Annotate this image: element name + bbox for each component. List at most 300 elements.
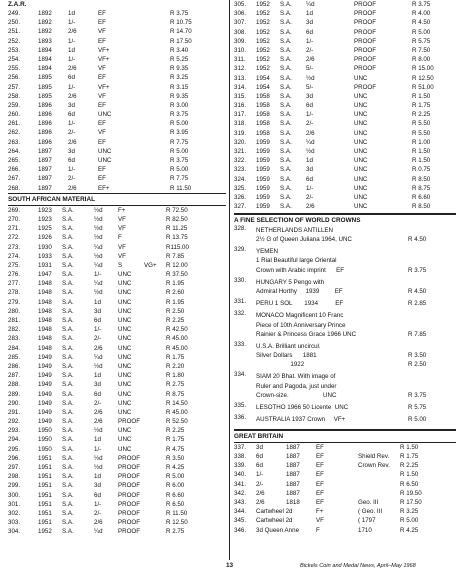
table-row: [8, 243, 226, 252]
table-cell: 1d: [68, 10, 75, 17]
table-cell: R 2.75: [166, 381, 185, 389]
table-cell: 1d: [94, 298, 101, 306]
table-cell: 1/-: [68, 19, 76, 27]
table-cell: [358, 489, 400, 498]
table-cell: 263.: [8, 138, 21, 146]
table-cell: 1897: [38, 147, 52, 155]
table-cell: 298.: [8, 473, 21, 481]
table-cell: 3d: [94, 381, 101, 389]
crown-description: [256, 278, 408, 296]
table-cell: PROOF: [118, 500, 141, 508]
table-cell: UNC: [354, 157, 368, 165]
table-cell: VF: [98, 92, 106, 100]
table-cell: 2/-: [94, 509, 102, 517]
table-cell: 268.: [8, 184, 21, 192]
table-cell: 6d: [68, 111, 75, 119]
table-cell: [328, 18, 354, 27]
table-row: [8, 83, 226, 92]
table-row: [8, 37, 226, 46]
table-cell: [328, 92, 354, 101]
table-row: [234, 489, 456, 498]
table-cell: PROOF: [354, 28, 377, 36]
table-cell: UNC: [118, 390, 132, 398]
table-cell: 1951: [38, 473, 52, 481]
table-row: [8, 426, 226, 435]
table-row: [8, 500, 226, 509]
table-cell: 1959: [256, 157, 270, 165]
table-row: [234, 138, 456, 147]
table-cell: 1948: [38, 344, 52, 352]
table-cell: [328, 101, 354, 110]
table-cell: 296.: [8, 454, 21, 462]
table-cell: [144, 334, 166, 343]
table-cell: EF: [316, 443, 324, 451]
table-cell: 301.: [8, 500, 21, 508]
table-cell: UNC: [98, 111, 112, 119]
crown-item: [234, 299, 456, 308]
table-row: [8, 261, 226, 270]
table-cell: R 3.00: [170, 101, 189, 109]
table-cell: 1949: [38, 353, 52, 361]
table-cell: R 4.25: [166, 464, 185, 471]
table-cell: S.A.: [62, 362, 74, 370]
table-cell: 1949: [38, 408, 52, 416]
table-cell: [328, 37, 354, 46]
crown-prices: [408, 278, 448, 296]
table-cell: ¼d: [94, 280, 103, 288]
table-cell: ¼d: [94, 353, 103, 361]
table-cell: [144, 206, 166, 215]
table-cell: S.A.: [62, 243, 74, 251]
table-cell: S.A.: [280, 203, 292, 211]
table-cell: 1949: [38, 418, 52, 426]
table-cell: 343.: [234, 499, 247, 506]
table-cell: S.A.: [62, 482, 74, 490]
table-cell: 282.: [8, 326, 21, 334]
table-cell: EF: [98, 120, 106, 128]
table-cell: 2/6: [68, 65, 77, 73]
table-cell: [338, 461, 358, 470]
table-cell: 1/-: [68, 120, 76, 128]
table-cell: 318.: [234, 120, 247, 128]
table-cell: 1887: [286, 453, 300, 461]
table-cell: [328, 0, 354, 9]
table-cell: R 5.00: [170, 147, 189, 155]
table-cell: 291.: [8, 408, 21, 416]
table-cell: UNC: [118, 427, 132, 435]
table-cell: R 19.50: [400, 489, 422, 497]
table-cell: 1/-: [306, 37, 314, 45]
table-cell: UNC: [98, 157, 112, 164]
table-cell: [144, 270, 166, 279]
gb-table: [234, 443, 456, 535]
table-cell: 1952: [256, 28, 270, 36]
table-cell: ½d: [306, 74, 315, 82]
table-cell: R 2.25: [412, 111, 431, 119]
table-row: [234, 452, 456, 461]
table-cell: ¼d: [306, 1, 315, 8]
table-cell: 3d: [306, 19, 313, 27]
table-row: [8, 288, 226, 297]
table-cell: Geo. III: [358, 499, 379, 506]
table-cell: 1896: [38, 111, 52, 119]
table-cell: 1951: [38, 482, 52, 490]
table-cell: 319.: [234, 129, 247, 137]
table-cell: R115.00: [166, 243, 189, 251]
table-cell: 6d: [256, 462, 263, 470]
crown-line: Admiral Horthy 1939 EF: [256, 287, 343, 295]
table-cell: S.A.: [280, 1, 292, 8]
table-cell: PROOF: [118, 464, 141, 471]
table-cell: ½d: [306, 148, 315, 155]
table-cell: 1951: [38, 454, 52, 462]
table-cell: 1d: [94, 473, 101, 481]
table-cell: VF: [316, 517, 324, 525]
table-cell: 258.: [8, 92, 21, 100]
crown-line: HUNGARY 5 Pengo with: [256, 278, 325, 286]
section-rule: [234, 213, 456, 215]
table-cell: 260.: [8, 111, 21, 119]
table-cell: 287.: [8, 372, 21, 380]
table-cell: 1/-: [256, 471, 264, 479]
table-cell: 2/6: [68, 92, 77, 100]
table-cell: 262.: [8, 129, 21, 137]
table-cell: UNC: [354, 129, 368, 137]
table-cell: 1959: [256, 203, 270, 211]
table-cell: 1959: [256, 184, 270, 192]
table-cell: [144, 371, 166, 380]
table-cell: S.A.: [62, 436, 74, 444]
table-row: [234, 461, 456, 470]
crown-price: R 5.00: [408, 416, 427, 424]
crown-price: [408, 321, 448, 330]
table-cell: [144, 390, 166, 399]
table-cell: 1d: [68, 46, 75, 54]
table-cell: 252.: [8, 37, 21, 45]
table-cell: R 6.50: [166, 500, 185, 508]
table-cell: S.A.: [62, 509, 74, 517]
table-cell: 295.: [8, 445, 21, 453]
crown-prices: [408, 226, 448, 244]
table-cell: 265.: [8, 157, 21, 164]
table-cell: VF: [118, 243, 126, 251]
table-cell: PROOF: [354, 46, 377, 54]
crown-line: 2½ G of Queen Juliana 1964, UNC: [256, 236, 352, 243]
table-cell: UNC: [354, 193, 368, 201]
table-cell: UNC: [354, 102, 368, 110]
table-cell: R 2.20: [166, 362, 185, 370]
table-cell: R 5.00: [166, 473, 185, 481]
table-cell: 6d: [306, 102, 313, 110]
crown-price: R 7.85: [408, 330, 427, 338]
table-cell: S.A.: [62, 399, 74, 407]
table-cell: S.A.: [280, 157, 292, 165]
table-cell: [328, 129, 354, 138]
table-cell: 320.: [234, 138, 247, 146]
table-cell: [144, 325, 166, 334]
table-cell: UNC: [354, 175, 368, 183]
crown-number: 333.: [234, 340, 247, 348]
crown-line: AUSTRALIA 1937 Crown VF+: [256, 416, 346, 424]
table-cell: 256.: [8, 74, 21, 82]
table-cell: EF: [98, 166, 106, 174]
table-cell: S.A.: [280, 37, 292, 45]
table-cell: 1d: [306, 157, 313, 165]
table-cell: 250.: [8, 19, 21, 27]
crown-price: R 4.50: [408, 236, 427, 243]
crown-line: Crown with Arabic imprint EF: [256, 266, 345, 274]
table-cell: 1950: [38, 445, 52, 453]
table-row: [234, 0, 456, 9]
table-cell: 307.: [234, 19, 247, 27]
table-cell: S.A.: [280, 74, 292, 82]
table-row: [234, 516, 456, 525]
table-cell: 273.: [8, 243, 21, 251]
table-cell: 2/6: [306, 56, 315, 64]
table-cell: 1948: [38, 307, 52, 315]
table-cell: R 3.75: [170, 111, 189, 119]
table-row: [234, 28, 456, 37]
crown-prices: [408, 415, 448, 424]
table-cell: S.A.: [62, 215, 74, 223]
table-cell: [144, 509, 166, 518]
crown-price: R 3.75: [408, 266, 427, 274]
crown-description: [256, 299, 408, 308]
table-cell: UNC: [118, 399, 132, 407]
table-cell: UNC: [118, 307, 132, 315]
table-cell: ( 1797: [358, 517, 376, 525]
table-cell: S.A.: [62, 271, 74, 279]
table-cell: 1954: [256, 74, 270, 82]
page-footer: [0, 561, 462, 571]
table-cell: R 11.50: [166, 509, 188, 517]
crown-price: R 4.50: [408, 287, 427, 295]
table-cell: 297.: [8, 464, 21, 471]
table-cell: S.A.: [280, 129, 292, 137]
table-cell: 6d: [256, 453, 263, 461]
table-cell: [328, 64, 354, 73]
table-cell: UNC: [118, 271, 132, 279]
zar-title: Z.A.R.: [8, 1, 27, 8]
table-cell: 276.: [8, 271, 21, 279]
crown-description: [256, 415, 408, 424]
table-cell: R 2.25: [166, 427, 185, 435]
table-row: [234, 507, 456, 516]
table-cell: R 1.80: [166, 372, 185, 380]
table-cell: UNC: [354, 203, 368, 211]
crown-line: Crown-size. UNC: [256, 391, 337, 399]
table-cell: 6d: [306, 28, 313, 36]
table-cell: [328, 156, 354, 165]
table-cell: 305.: [234, 1, 247, 8]
table-row: [8, 491, 226, 500]
table-cell: R 4.00: [412, 10, 431, 18]
table-cell: 284.: [8, 344, 21, 352]
table-row: [234, 55, 456, 64]
table-row: [234, 202, 456, 211]
table-cell: 288.: [8, 381, 21, 389]
table-cell: 1949: [38, 381, 52, 389]
table-cell: [144, 454, 166, 463]
table-cell: R 7.85: [166, 252, 185, 260]
table-cell: 277.: [8, 280, 21, 288]
table-cell: [286, 526, 316, 535]
table-cell: PROOF: [354, 65, 377, 73]
table-cell: R 11.50: [170, 184, 192, 192]
table-cell: S.A.: [280, 56, 292, 64]
table-cell: 1895: [38, 74, 52, 82]
table-row: [8, 371, 226, 380]
table-cell: R 8.75: [166, 390, 185, 398]
table-cell: 325.: [234, 184, 247, 192]
table-cell: S.A.: [280, 92, 292, 100]
table-cell: R 4.75: [166, 445, 185, 453]
crown-line: SIAM 20 Bhat. With image of: [256, 373, 336, 381]
gb-title: GREAT BRITAIN: [234, 432, 284, 440]
table-cell: S.A.: [62, 344, 74, 352]
table-cell: [286, 516, 316, 525]
table-cell: ¼d: [94, 528, 103, 536]
table-cell: [338, 498, 358, 507]
table-cell: 310.: [234, 46, 247, 54]
table-cell: S.A.: [62, 252, 74, 260]
table-cell: S.A.: [280, 120, 292, 128]
table-cell: [144, 472, 166, 481]
table-cell: 340.: [234, 471, 247, 479]
table-cell: S.A.: [280, 28, 292, 36]
table-row: [8, 27, 226, 36]
table-cell: 2/6: [306, 203, 315, 211]
crown-description: [256, 403, 408, 412]
table-cell: 2/-: [306, 46, 314, 54]
table-cell: 323.: [234, 166, 247, 174]
table-cell: R 6.60: [166, 491, 185, 499]
crown-description: [256, 372, 408, 400]
table-cell: 1/-: [68, 166, 76, 174]
table-cell: 1952: [256, 19, 270, 27]
crown-price: [408, 226, 448, 235]
table-cell: Cartwheel 2d: [256, 508, 293, 516]
table-cell: [358, 443, 400, 452]
table-cell: R 7.50: [412, 46, 431, 54]
table-cell: S.A.: [62, 280, 74, 288]
left-column: [8, 0, 226, 537]
table-row: [8, 46, 226, 55]
table-cell: 322.: [234, 157, 247, 165]
table-cell: UNC: [118, 353, 132, 361]
table-cell: 1950: [38, 436, 52, 444]
table-row: [8, 73, 226, 82]
table-cell: R 9.35: [170, 65, 189, 73]
table-cell: 1897: [38, 175, 52, 183]
table-cell: 292.: [8, 418, 21, 426]
table-cell: S.A.: [62, 225, 74, 233]
table-cell: R 9.35: [170, 92, 189, 100]
table-row: [8, 353, 226, 362]
table-cell: [338, 452, 358, 461]
table-cell: ½d: [94, 252, 103, 260]
table-cell: 1896: [38, 138, 52, 146]
table-row: [8, 325, 226, 334]
zar-table: [8, 9, 226, 193]
table-row: [8, 527, 226, 536]
table-cell: 5/-: [306, 83, 314, 91]
table-cell: S.A.: [62, 317, 74, 324]
table-cell: [144, 491, 166, 500]
table-cell: R 7.75: [170, 175, 189, 183]
table-cell: 1892: [38, 28, 52, 36]
table-row: [234, 184, 456, 193]
table-row: [8, 147, 226, 156]
table-cell: [338, 489, 358, 498]
table-cell: 2/6: [68, 184, 77, 192]
table-cell: UNC: [118, 280, 132, 288]
table-cell: S.A.: [62, 261, 74, 269]
crown-item: [234, 342, 456, 370]
crown-prices: [408, 372, 448, 400]
table-cell: [144, 353, 166, 362]
table-row: [8, 518, 226, 527]
table-cell: 259.: [8, 101, 21, 109]
table-row: [8, 224, 226, 233]
table-cell: EF: [316, 462, 324, 470]
crown-line: Silver Dollars 1881: [256, 352, 317, 360]
table-cell: R 12.50: [166, 519, 188, 527]
table-row: [8, 9, 226, 18]
table-cell: 317.: [234, 111, 247, 119]
table-cell: 279.: [8, 298, 21, 306]
table-cell: [144, 380, 166, 389]
table-cell: R 2.25: [400, 462, 419, 470]
table-cell: 261.: [8, 120, 21, 128]
table-row: [234, 92, 456, 101]
table-cell: 1/-: [68, 37, 76, 45]
table-cell: R 52.50: [166, 418, 188, 426]
table-cell: 1948: [38, 298, 52, 306]
table-cell: VG+: [144, 261, 157, 269]
table-cell: R 37.50: [166, 271, 188, 279]
table-row: [234, 165, 456, 174]
crown-prices: [408, 311, 448, 339]
table-cell: 306.: [234, 10, 247, 18]
crown-prices: [408, 299, 448, 308]
table-cell: R 5.00: [170, 166, 189, 174]
table-cell: 266.: [8, 166, 21, 174]
table-row: [234, 443, 456, 452]
table-cell: [338, 470, 358, 479]
table-cell: 272.: [8, 234, 21, 242]
table-cell: R 5.50: [412, 129, 431, 137]
table-cell: Cartwheel 2d: [256, 517, 293, 525]
table-cell: S.A.: [280, 166, 292, 174]
table-cell: R 2.25: [166, 317, 185, 324]
crown-price: R 2.50: [408, 361, 427, 369]
table-cell: S.A.: [280, 10, 292, 18]
table-cell: PROOF: [354, 56, 377, 64]
table-cell: R 2.50: [166, 307, 185, 315]
table-cell: ½d: [94, 206, 103, 214]
table-cell: UNC: [118, 408, 132, 416]
crown-price: [408, 278, 448, 287]
table-cell: R 12.50: [412, 74, 434, 82]
table-cell: 3d: [306, 166, 313, 174]
table-row: [8, 481, 226, 490]
table-cell: [328, 147, 354, 156]
table-cell: EF: [98, 101, 106, 109]
table-cell: 315.: [234, 92, 247, 100]
table-cell: 1949: [38, 372, 52, 380]
table-cell: S.A.: [62, 353, 74, 361]
